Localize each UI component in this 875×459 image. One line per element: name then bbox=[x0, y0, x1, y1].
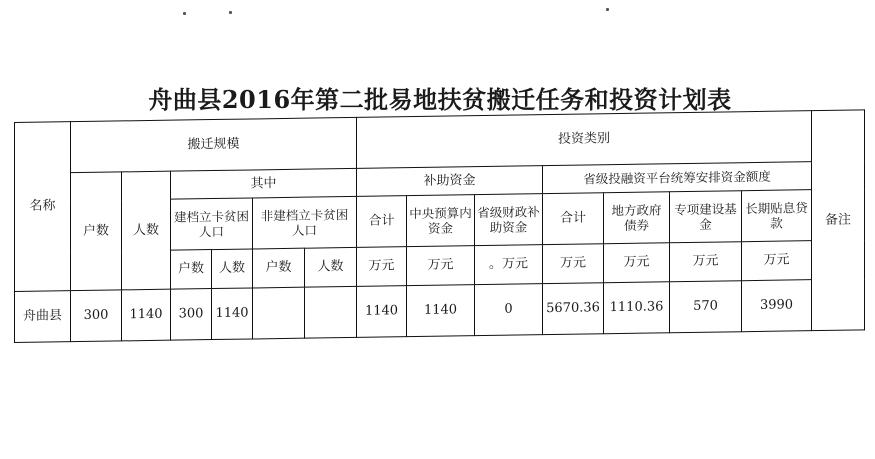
header-reg-households: 户数 bbox=[171, 250, 212, 290]
header-of-which: 其中 bbox=[171, 168, 357, 199]
header-investment-category: 投资类别 bbox=[357, 111, 812, 169]
scan-speck bbox=[606, 8, 609, 11]
header-provincial-finance: 省级财政补助资金 bbox=[475, 194, 543, 246]
unit-label: 万元 bbox=[604, 243, 670, 283]
cell-nonreg-households bbox=[253, 287, 305, 339]
header-nonreg-people: 人数 bbox=[305, 247, 357, 287]
unit-label: 万元 bbox=[543, 244, 604, 284]
cell-subsidy-total: 1140 bbox=[357, 286, 407, 338]
cell-special-construction-fund: 570 bbox=[670, 281, 742, 333]
header-provincial-platform: 省级投融资平台统筹安排资金额度 bbox=[543, 162, 812, 194]
cell-platform-total: 5670.36 bbox=[543, 283, 604, 335]
unit-label: 万元 bbox=[742, 241, 812, 281]
cell-central-budget: 1140 bbox=[407, 285, 475, 337]
cell-long-term-loans: 3990 bbox=[742, 280, 812, 332]
unit-label: 万元 bbox=[407, 246, 475, 286]
header-special-construction-fund: 专项建设基金 bbox=[670, 191, 742, 243]
page-title: 舟曲县2016年第二批易地扶贫搬迁任务和投资计划表 bbox=[148, 85, 732, 114]
plan-table-container bbox=[14, 109, 864, 352]
unit-label: 万元 bbox=[357, 247, 407, 287]
cell-provincial-finance: 0 bbox=[475, 284, 543, 336]
cell-people: 1140 bbox=[122, 289, 171, 341]
header-people: 人数 bbox=[122, 171, 171, 290]
header-central-budget: 中央预算内资金 bbox=[407, 195, 475, 247]
cell-local-gov-bonds: 1110.36 bbox=[604, 282, 670, 334]
cell-households: 300 bbox=[71, 290, 122, 342]
cell-reg-households: 300 bbox=[171, 289, 212, 341]
scan-speck bbox=[229, 11, 232, 14]
header-households: 户数 bbox=[71, 172, 122, 291]
header-name: 名称 bbox=[15, 122, 71, 292]
header-non-registered-poor: 非建档立卡贫困人口 bbox=[253, 196, 357, 249]
header-local-gov-bonds: 地方政府债券 bbox=[604, 192, 670, 244]
header-long-term-loans: 长期贴息贷款 bbox=[742, 190, 812, 242]
plan-table bbox=[14, 109, 865, 343]
cell-name: 舟曲县 bbox=[15, 291, 71, 343]
header-remarks: 备注 bbox=[812, 110, 865, 331]
header-subsidy-total: 合计 bbox=[357, 196, 407, 248]
unit-label: 。万元 bbox=[475, 245, 543, 285]
header-subsidy-funds: 补助资金 bbox=[357, 166, 543, 197]
header-reg-people: 人数 bbox=[212, 249, 253, 289]
cell-nonreg-people bbox=[305, 286, 357, 338]
header-nonreg-households: 户数 bbox=[253, 248, 305, 288]
header-registered-poor: 建档立卡贫困人口 bbox=[171, 198, 253, 250]
header-platform-total: 合计 bbox=[543, 193, 604, 245]
scan-speck bbox=[183, 12, 186, 15]
cell-reg-people: 1140 bbox=[212, 288, 253, 340]
unit-label: 万元 bbox=[670, 242, 742, 282]
header-relocation-scale: 搬迁规模 bbox=[71, 117, 357, 172]
